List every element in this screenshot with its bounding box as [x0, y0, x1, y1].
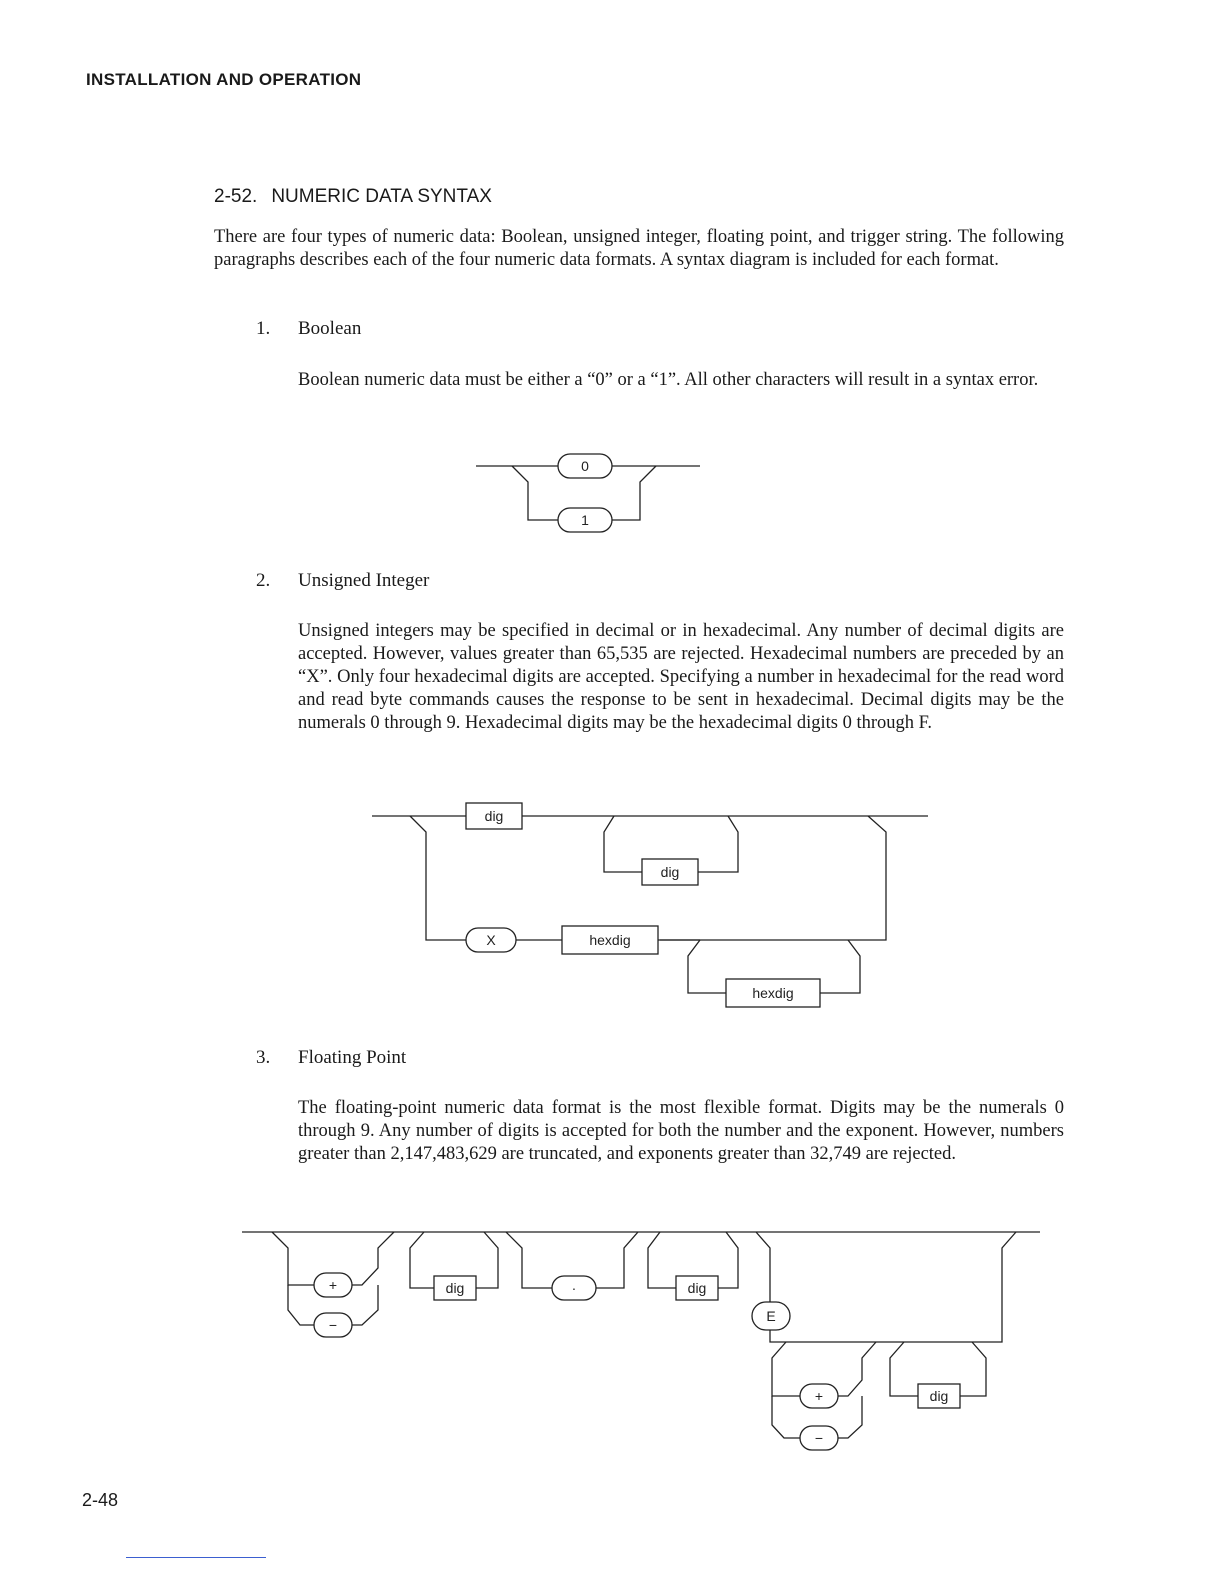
dig-repeat-label: dig: [660, 864, 680, 880]
dig-label: dig: [484, 808, 504, 824]
dig-label: dig: [445, 1280, 465, 1296]
exp-minus-label: −: [814, 1430, 824, 1446]
hexdig-label: hexdig: [589, 932, 631, 948]
boolean-paragraph: Boolean numeric data must be either a “0” or a “1”. All other characters will result in a syntax error.: [298, 370, 1039, 390]
page-number: 2-48: [82, 1490, 119, 1510]
zero-label: 0: [581, 458, 589, 474]
minus-label: −: [328, 1317, 338, 1333]
item-title: Boolean: [298, 318, 362, 339]
item-number: 1.: [256, 318, 271, 339]
e-label: E: [766, 1308, 776, 1324]
section-number: 2-52.: [214, 186, 258, 207]
dot-label: ·: [571, 1280, 577, 1296]
page-header: INSTALLATION AND OPERATION: [86, 70, 362, 89]
item-number: 2.: [256, 570, 271, 591]
unsigned-paragraph: Unsigned integers may be specified in decimal or in hexadecimal. Any number of decimal digits are accepted. However, values greater than 65,535 are rejected. Hexadecimal numbers are preceded by an “X”. Only four hexadecimal digits are accepted. Specifying a number in hexadecimal for the read word and read byte commands causes the response to be sent in hexadecimal. Decimal digits may be the numerals 0 through 9. Hexadecimal digits may be the hexadecimal digits 0 through F.: [298, 621, 1064, 733]
unsigned-diagram: [372, 803, 928, 1007]
boolean-diagram: [476, 454, 700, 532]
intro-paragraph: There are four types of numeric data: Boolean, unsigned integer, floating point, and trigger string. The following paragraphs describes each of the four numeric data formats. A syntax diagram is included for each format.: [214, 227, 1064, 270]
floating-diagram: [242, 1232, 1040, 1450]
exp-dig-label: dig: [929, 1388, 949, 1404]
plus-label: +: [328, 1277, 338, 1293]
footer-rule: [126, 1557, 266, 1558]
item-number: 3.: [256, 1047, 271, 1068]
x-label: X: [486, 932, 496, 948]
floating-paragraph: The floating-point numeric data format is the most flexible format. Digits may be the numerals 0 through 9. Any number of digits is accepted for both the number and the exponent. However, numbers greater than 2,147,483,629 are truncated, and exponents greater than 32,749 are rejected.: [298, 1098, 1064, 1164]
exp-plus-label: +: [814, 1388, 824, 1404]
one-label: 1: [581, 512, 589, 528]
hexdig-repeat-label: hexdig: [752, 985, 794, 1001]
dig-frac-label: dig: [687, 1280, 707, 1296]
item-title: Floating Point: [298, 1047, 407, 1068]
section-title: NUMERIC DATA SYNTAX: [271, 186, 492, 207]
item-title: Unsigned Integer: [298, 570, 430, 591]
